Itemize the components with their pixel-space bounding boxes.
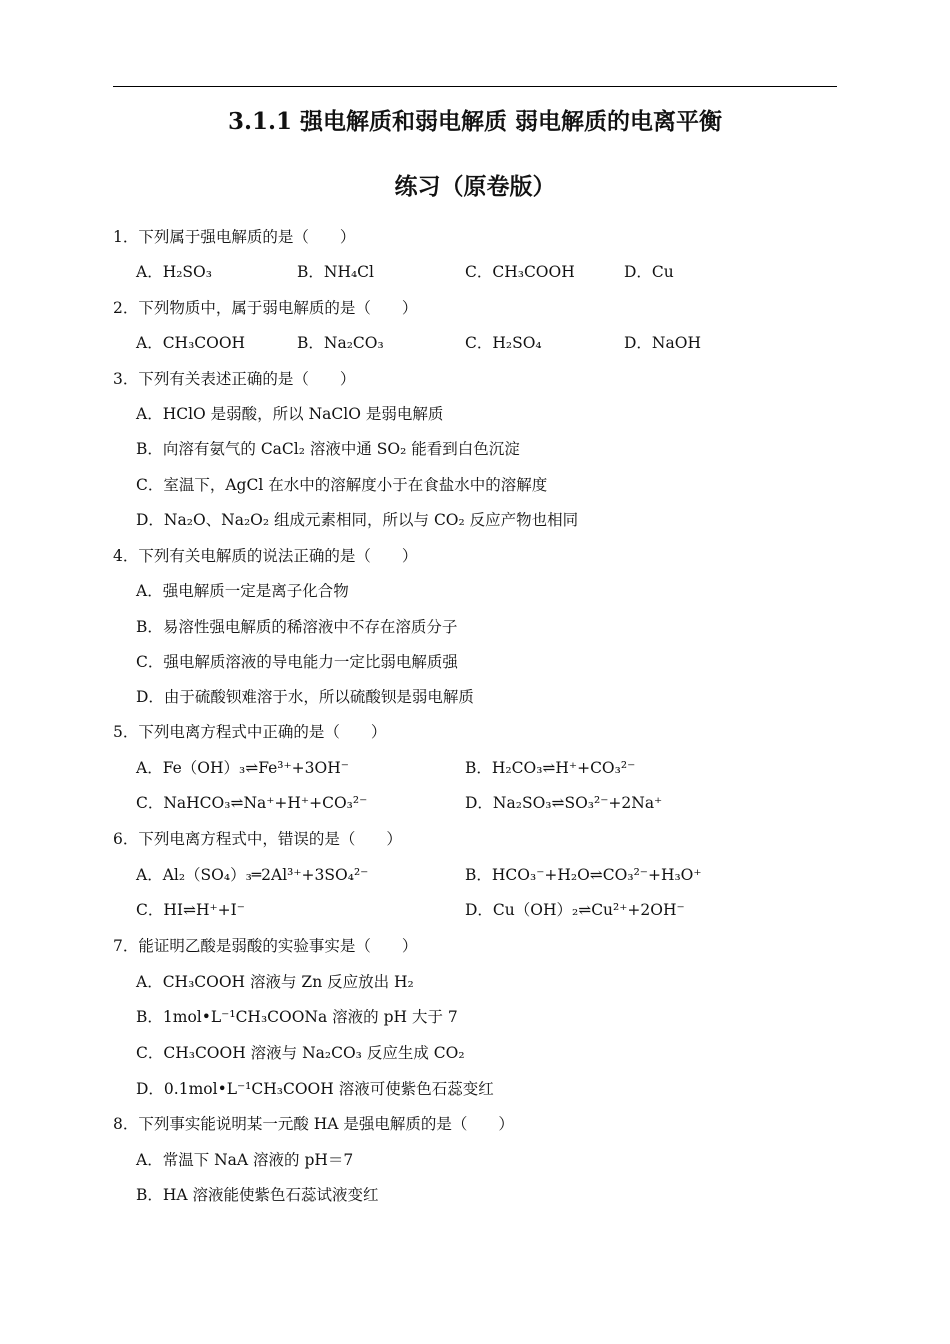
q2-option-a: A．CH₃COOH (136, 334, 246, 352)
q5-option-b: B．H₂CO₃⇌H⁺+CO₃²⁻ (465, 759, 636, 777)
q1-option-c: C．CH₃COOH (465, 263, 575, 281)
question-4-stem: 4．下列有关电解质的说法正确的是（ ） (113, 547, 418, 565)
q6-option-d: D．Cu（OH）₂⇌Cu²⁺+2OH⁻ (465, 901, 685, 919)
q3-option-b: B．向溶有氨气的 CaCl₂ 溶液中通 SO₂ 能看到白色沉淀 (136, 440, 520, 458)
q1-option-b: B．NH₄Cl (297, 263, 375, 281)
q4-option-b: B．易溶性强电解质的稀溶液中不存在溶质分子 (136, 618, 458, 636)
q8-option-a: A．常温下 NaA 溶液的 pH＝7 (136, 1151, 354, 1169)
q2-option-b: B．Na₂CO₃ (297, 334, 384, 352)
question-3-stem: 3．下列有关表述正确的是（ ） (113, 370, 356, 388)
page-title: 3.1.1 强电解质和弱电解质 弱电解质的电离平衡 (227, 108, 723, 135)
q4-option-c: C．强电解质溶液的导电能力一定比弱电解质强 (136, 653, 458, 671)
q4-option-d: D．由于硫酸钡难溶于水，所以硫酸钡是弱电解质 (136, 688, 474, 706)
q7-option-b: B．1mol•L⁻¹CH₃COONa 溶液的 pH 大于 7 (136, 1008, 458, 1026)
q2-option-c: C．H₂SO₄ (465, 334, 542, 352)
q3-option-c: C．室温下，AgCl 在水中的溶解度小于在食盐水中的溶解度 (136, 476, 548, 494)
q1-option-a: A．H₂SO₃ (136, 263, 212, 281)
question-5-stem: 5．下列电离方程式中正确的是（ ） (113, 723, 387, 741)
question-6-stem: 6．下列电离方程式中，错误的是（ ） (113, 830, 402, 848)
q5-option-d: D．Na₂SO₃⇌SO₃²⁻+2Na⁺ (465, 794, 663, 812)
q5-option-a: A．Fe（OH）₃⇌Fe³⁺+3OH⁻ (136, 759, 349, 777)
page-subtitle: 练习（原卷版） (394, 173, 556, 200)
q3-option-d: D．Na₂O、Na₂O₂ 组成元素相同，所以与 CO₂ 反应产物也相同 (136, 511, 579, 529)
question-2-stem: 2．下列物质中，属于弱电解质的是（ ） (113, 299, 418, 317)
q3-option-a: A．HClO 是弱酸，所以 NaClO 是弱电解质 (136, 405, 444, 423)
q5-option-c: C．NaHCO₃⇌Na⁺+H⁺+CO₃²⁻ (136, 794, 368, 812)
q2-option-d: D．NaOH (624, 334, 701, 352)
question-7-stem: 7．能证明乙酸是弱酸的实验事实是（ ） (113, 937, 418, 955)
question-1-stem: 1．下列属于强电解质的是（ ） (113, 228, 356, 246)
q8-option-b: B．HA 溶液能使紫色石蕊试液变红 (136, 1186, 379, 1204)
header-rule (113, 86, 837, 87)
q7-option-c: C．CH₃COOH 溶液与 Na₂CO₃ 反应生成 CO₂ (136, 1044, 465, 1062)
q6-option-a: A．Al₂（SO₄）₃═2Al³⁺+3SO₄²⁻ (136, 866, 369, 884)
q6-option-c: C．HI⇌H⁺+I⁻ (136, 901, 245, 919)
q1-option-d: D．Cu (624, 263, 674, 281)
q7-option-a: A．CH₃COOH 溶液与 Zn 反应放出 H₂ (136, 973, 414, 991)
q7-option-d: D．0.1mol•L⁻¹CH₃COOH 溶液可使紫色石蕊变红 (136, 1080, 494, 1098)
question-8-stem: 8．下列事实能说明某一元酸 HA 是强电解质的是（ ） (113, 1115, 514, 1133)
q6-option-b: B．HCO₃⁻+H₂O⇌CO₃²⁻+H₃O⁺ (465, 866, 702, 884)
q4-option-a: A．强电解质一定是离子化合物 (136, 582, 349, 600)
